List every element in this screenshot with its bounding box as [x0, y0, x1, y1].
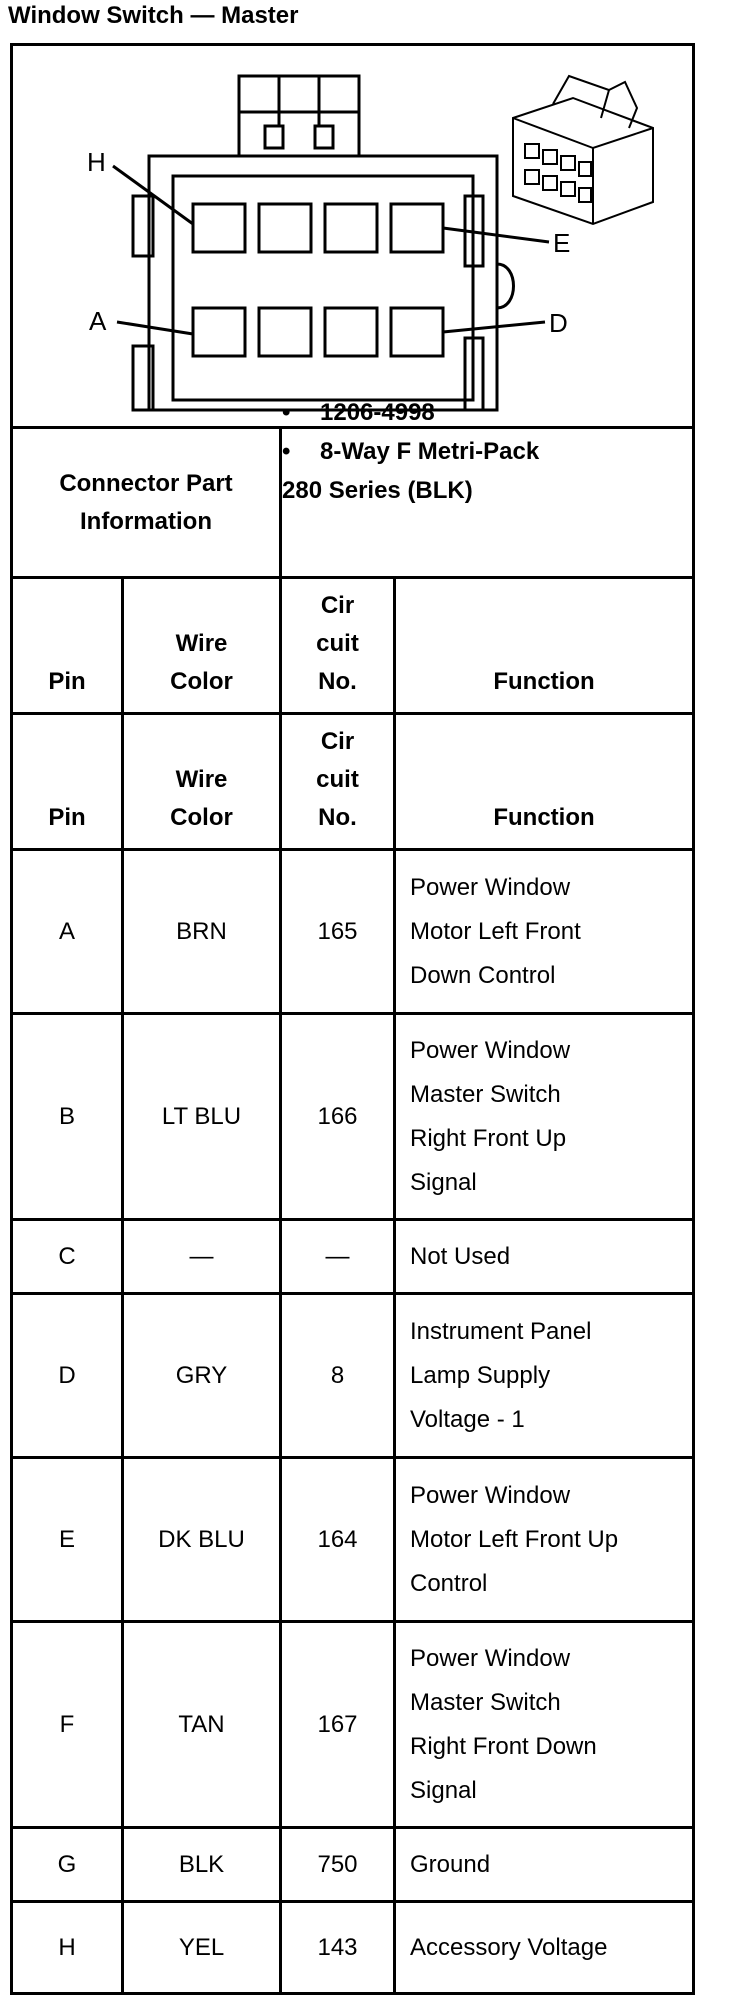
circuit-cell: 8: [330, 1361, 345, 1389]
circuit-cell: —: [325, 1242, 350, 1270]
circuit-cell: 164: [317, 1525, 358, 1553]
pin-cell: E: [58, 1525, 75, 1553]
pin-label-d: D: [549, 308, 568, 338]
wire-color-cell: BRN: [176, 917, 227, 945]
list-item: • 1206-4998: [282, 399, 435, 426]
function-cell: Power Window Master Switch Right Front Down Signal: [410, 1644, 597, 1804]
connector-part-list: [282, 393, 539, 510]
column-header-pin-2: Pin: [48, 804, 86, 831]
function-cell: Instrument Panel Lamp Supply Voltage - 1: [410, 1317, 592, 1433]
circuit-cell: 167: [317, 1710, 358, 1738]
connector-diagram: [13, 46, 692, 426]
connector-part-label: Connector Part Information: [59, 469, 233, 535]
column-header-function-2: Function: [493, 804, 595, 831]
function-cell: Power Window Motor Left Front Up Control: [410, 1481, 619, 1597]
column-header-wire-color-1: Wire Color: [170, 630, 233, 695]
wire-color-cell: TAN: [178, 1710, 225, 1738]
wire-color-cell: DK BLU: [158, 1525, 245, 1553]
pin-cell: F: [59, 1710, 75, 1738]
page-title: Window Switch — Master: [8, 2, 299, 29]
circuit-cell: 143: [317, 1933, 358, 1961]
wire-color-cell: BLK: [178, 1850, 225, 1878]
pin-cell: H: [58, 1933, 76, 1961]
pin-cell: A: [58, 917, 75, 945]
pin-cell: G: [57, 1850, 77, 1878]
wire-color-cell: LT BLU: [161, 1102, 242, 1130]
pin-cell: B: [58, 1102, 75, 1130]
function-cell: Power Window Master Switch Right Front Up Signal: [410, 1036, 571, 1196]
circuit-cell: 750: [317, 1850, 358, 1878]
function-cell: Accessory Voltage: [410, 1933, 608, 1961]
wire-color-cell: —: [189, 1242, 214, 1270]
function-cell: Not Used: [410, 1242, 511, 1270]
list-item: • 8-Way F Metri-Pack: [282, 438, 540, 465]
function-cell: Power Window Motor Left Front Down Control: [410, 873, 581, 989]
column-header-function-1: Function: [493, 668, 595, 695]
pin-label-e: E: [553, 228, 571, 258]
pin-cell: C: [58, 1242, 76, 1270]
wire-color-cell: GRY: [175, 1361, 228, 1389]
pin-label-a: A: [89, 306, 107, 336]
list-item: 280 Series (BLK): [282, 477, 473, 504]
column-header-circuit-no-2: Cir cuit No.: [316, 728, 359, 831]
circuit-cell: 165: [317, 917, 358, 945]
pin-cell: D: [58, 1361, 76, 1389]
pin-label-h: H: [87, 147, 106, 177]
function-cell: Ground: [410, 1850, 491, 1878]
circuit-cell: 166: [317, 1102, 358, 1130]
column-header-pin-1: Pin: [48, 668, 86, 695]
column-header-wire-color-2: Wire Color: [170, 766, 233, 831]
wire-color-cell: YEL: [178, 1933, 225, 1961]
column-header-circuit-no-1: Cir cuit No.: [316, 592, 359, 695]
